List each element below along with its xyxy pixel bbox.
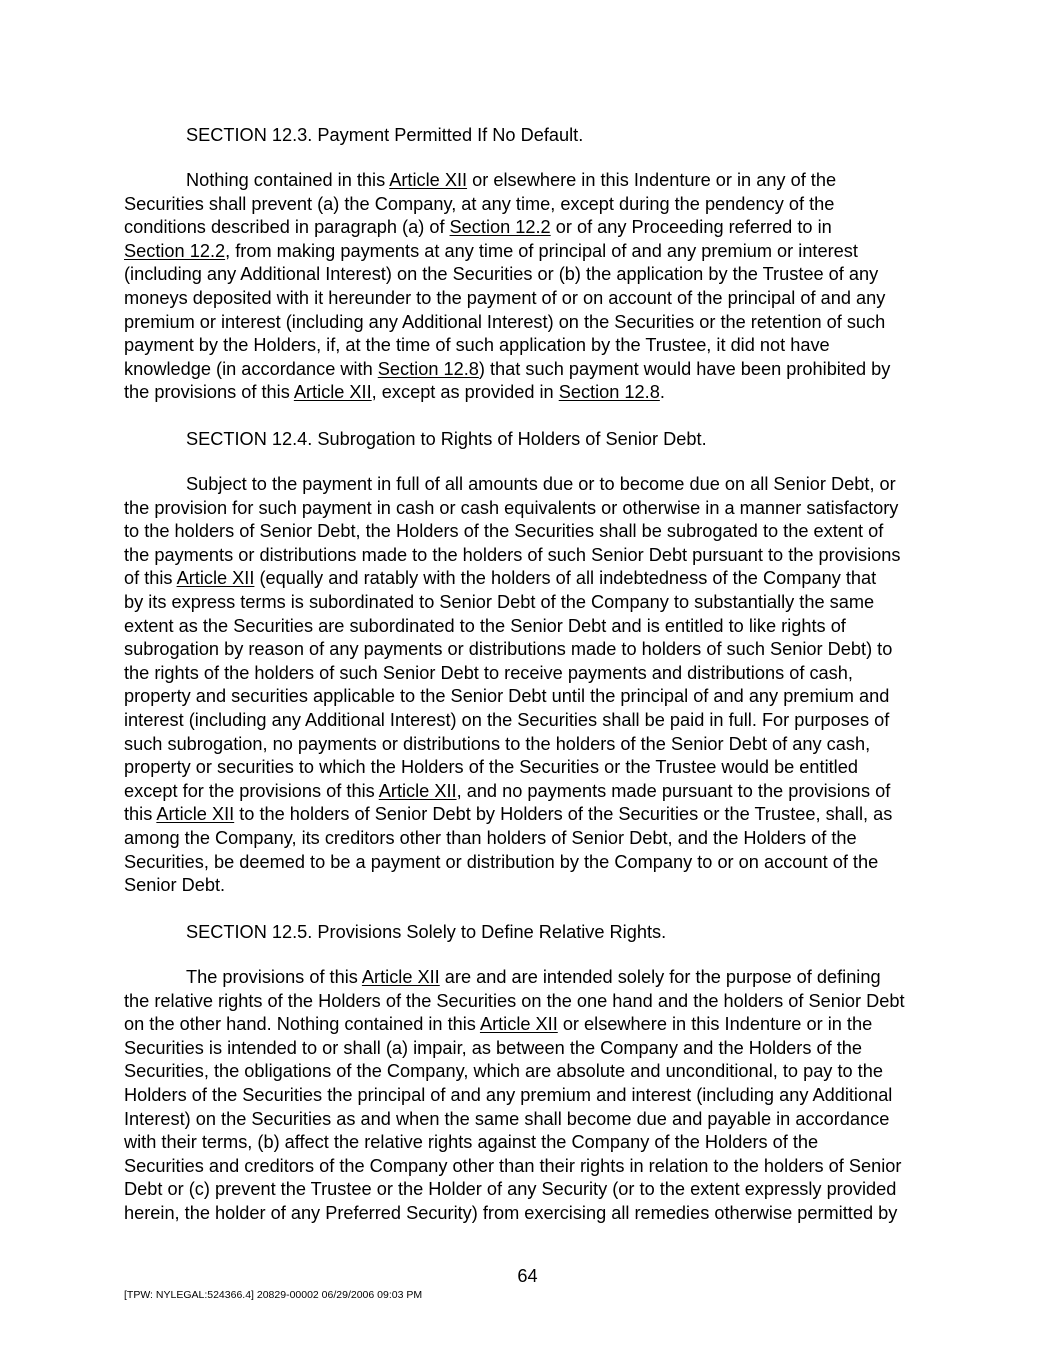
text-line: among the Company, its creditors other than holders of Senior Debt, and the Holders of the — [124, 827, 857, 848]
section-12-4-heading: SECTION 12.4. Subrogation to Rights of Holders of Senior Debt. — [186, 429, 707, 449]
text-line: the relative rights of the Holders of the Securities on the one hand and the holders of Senior Debt — [124, 990, 905, 1011]
text-run: ) that such payment would have been prohibited by — [478, 358, 891, 379]
text-run: . — [659, 382, 665, 403]
section-12-4-paragraph — [124, 473, 934, 898]
text-line — [124, 381, 934, 405]
text-line: (including any Additional Interest) on the Securities or (b) the application by the Trustee of any — [124, 264, 879, 285]
text-line: with their terms, (b) affect the relative rights against the Company of the Holders of the — [124, 1132, 819, 1153]
text-run: or of any Proceeding referred to in — [550, 217, 832, 238]
text-line — [124, 216, 934, 240]
text-line: such subrogation, no payments or distributions to the holders of the Senior Debt of any cash, — [124, 733, 871, 754]
text-run: are and are intended solely for the purpose of defining — [439, 967, 881, 987]
text-line — [124, 966, 934, 990]
text-line: premium or interest (including any Additional Interest) on the Securities or the retention of such — [124, 311, 886, 332]
text-line: Securities, the obligations of the Company, which are absolute and unconditional, to pay to the — [124, 1061, 883, 1082]
text-run: , except as provided in — [371, 382, 559, 403]
text-line: Holders of the Securities the principal of and any premium and interest (including any Additional — [124, 1084, 893, 1105]
text-line: by its express terms is subordinated to Senior Debt of the Company to substantially the same — [124, 591, 875, 612]
section-12-2-reference: Section 12.2 — [449, 217, 551, 238]
text-run: knowledge (in accordance with — [124, 358, 378, 379]
text-line: property or securities to which the Holders of the Securities or the Trustee would be entitled — [124, 757, 858, 778]
section-12-2-reference: Section 12.2 — [124, 240, 226, 261]
text-run: conditions described in paragraph (a) of — [124, 217, 450, 238]
text-line — [124, 358, 934, 382]
text-line: Securities, be deemed to be a payment or distribution by the Company to or on account of the — [124, 851, 879, 872]
article-xii-reference: Article XII — [176, 568, 255, 589]
section-12-8-reference: Section 12.8 — [377, 358, 479, 379]
text-line: Senior Debt. — [124, 875, 226, 896]
text-run: The provisions of this — [186, 967, 362, 987]
text-line: the payments or distributions made to the holders of such Senior Debt pursuant to the provisions — [124, 544, 901, 565]
text-line: subrogation by reason of any payments or distributions made to holders of such Senior Debt) to — [124, 639, 893, 660]
text-run: , from making payments at any time of principal of and any premium or interest — [225, 240, 858, 261]
article-xii-reference: Article XII — [389, 170, 468, 190]
article-xii-reference: Article XII — [156, 804, 235, 825]
text-line — [124, 169, 934, 193]
section-12-8-reference: Section 12.8 — [558, 382, 660, 403]
text-run: except for the provisions of this — [124, 780, 379, 801]
text-line: Debt or (c) prevent the Trustee or the Holder of any Security (or to the extent expressly provided — [124, 1179, 897, 1200]
text-line — [124, 780, 934, 804]
text-run: or elsewhere in this Indenture or in the — [557, 1014, 873, 1035]
text-run: to the holders of Senior Debt by Holders of the Securities or the Trustee, shall, as — [234, 804, 893, 825]
text-line — [124, 803, 934, 827]
text-run: the provisions of this — [124, 382, 294, 403]
article-xii-reference: Article XII — [293, 382, 372, 403]
section-12-5-paragraph — [124, 966, 934, 1226]
article-xii-reference: Article XII — [378, 780, 457, 801]
page-number: 64 — [517, 1266, 538, 1286]
text-line: Securities shall prevent (a) the Company, at any time, except during the pendency of the — [124, 193, 835, 214]
text-line: extent as the Securities are subordinated to the Senior Debt and is entitled to like rights of — [124, 615, 846, 636]
section-12-5-heading: SECTION 12.5. Provisions Solely to Define Relative Rights. — [186, 922, 667, 942]
text-line — [124, 1013, 934, 1037]
text-run: (equally and ratably with the holders of all indebtedness of the Company that — [254, 568, 877, 589]
article-xii-reference: Article XII — [361, 967, 440, 987]
text-line — [124, 240, 934, 264]
text-line — [124, 567, 934, 591]
text-run: or elsewhere in this Indenture or in any of the — [467, 170, 837, 190]
text-line: the provision for such payment in cash or cash equivalents or otherwise in a manner satisfactory — [124, 497, 899, 518]
article-xii-reference: Article XII — [479, 1014, 558, 1035]
text-run: , and no payments made pursuant to the provisions of — [456, 780, 891, 801]
text-line: the rights of the holders of such Senior Debt to receive payments and distributions of cash, — [124, 662, 853, 683]
text-line: interest (including any Additional Interest) on the Securities shall be paid in full. For purposes of — [124, 709, 890, 730]
text-run: of this — [124, 568, 177, 589]
text-run: on the other hand. Nothing contained in this — [124, 1014, 480, 1035]
text-run: Nothing contained in this — [186, 170, 390, 190]
section-12-3-heading: SECTION 12.3. Payment Permitted If No Default. — [186, 125, 584, 145]
text-line: payment by the Holders, if, at the time of such application by the Trustee, it did not have — [124, 335, 830, 356]
text-run: this — [124, 804, 157, 825]
text-line: property and securities applicable to the Senior Debt until the principal of and any premium and — [124, 686, 890, 707]
text-line: Subject to the payment in full of all amounts due or to become due on all Senior Debt, or — [186, 474, 896, 494]
text-line: Interest) on the Securities as and when the same shall become due and payable in accordance — [124, 1108, 890, 1129]
text-line: moneys deposited with it hereunder to the payment of or on account of the principal of and any — [124, 287, 886, 308]
text-line: to the holders of Senior Debt, the Holders of the Securities shall be subrogated to the extent of — [124, 521, 884, 542]
text-line: herein, the holder of any Preferred Security) from exercising all remedies otherwise permitted by — [124, 1202, 898, 1223]
document-footer: [TPW: NYLEGAL:524366.4] 20829-00002 06/29/2006 09:03 PM — [124, 1289, 423, 1301]
section-12-3-paragraph — [124, 169, 934, 405]
text-line: Securities is intended to or shall (a) impair, as between the Company and the Holders of the — [124, 1037, 863, 1058]
text-line: Securities and creditors of the Company other than their rights in relation to the holders of Senior — [124, 1155, 902, 1176]
